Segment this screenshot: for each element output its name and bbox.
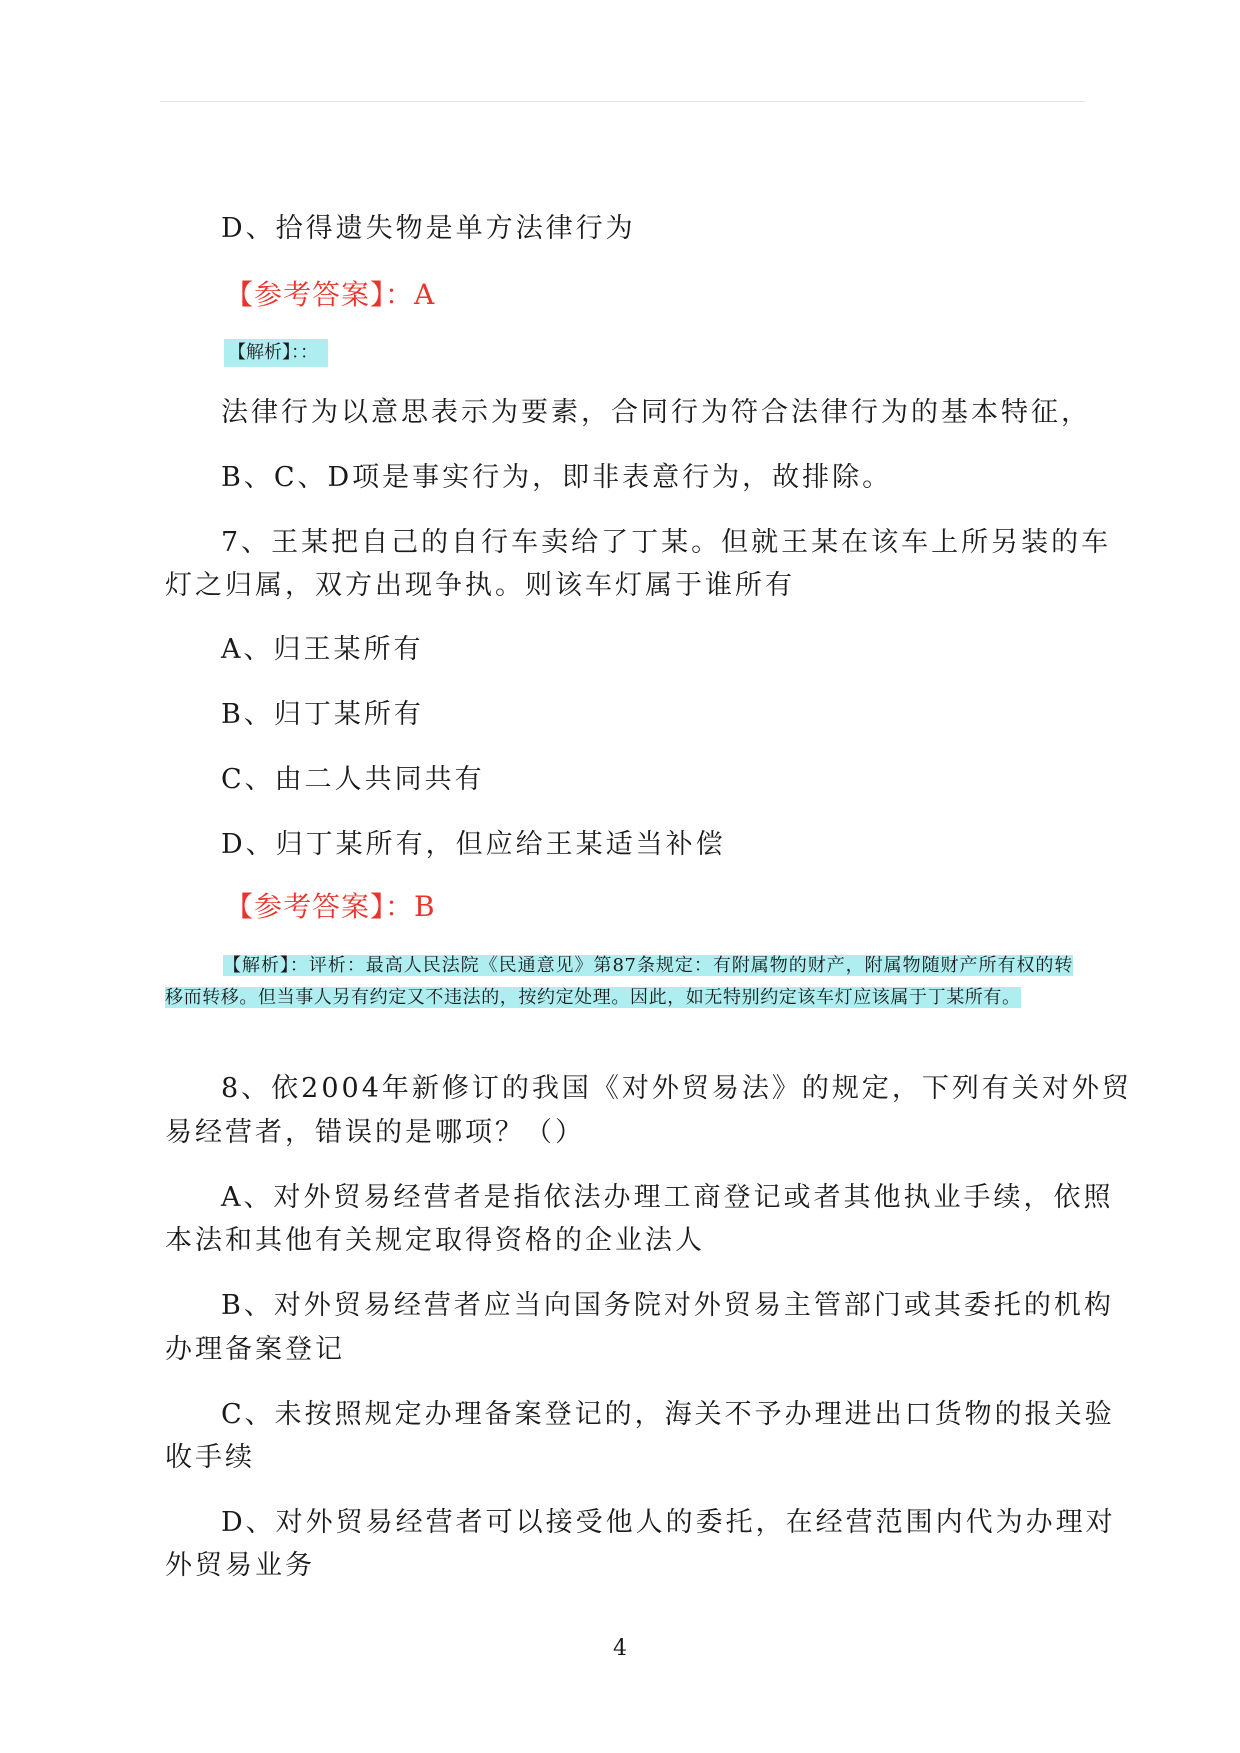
q7-option-d: D、归丁某所有，但应给王某适当补偿 [221,829,726,860]
q8-option-c-line-2: 收手续 [165,1442,255,1473]
q7-stem-line-1: 7、王某把自己的自行车卖给了丁某。但就王某在该车上所另装的车 [221,527,1112,558]
q7-stem-line-2: 灯之归属，双方出现争执。则该车灯属于谁所有 [165,570,795,601]
q6-option-d: D、拾得遗失物是单方法律行为 [221,213,636,244]
q7-analysis [165,950,1073,1013]
q8-option-a-line-2: 本法和其他有关规定取得资格的企业法人 [165,1225,705,1256]
q7-answer-value: B [414,890,435,923]
q8-option-d-line-1: D、对外贸易经营者可以接受他人的委托，在经营范围内代为办理对 [221,1507,1116,1538]
q8-option-c-line-1: C、未按照规定办理备案登记的，海关不予办理进出口货物的报关验 [221,1399,1115,1430]
q7-answer [225,885,435,929]
q8-option-b-line-1: B、对外贸易经营者应当向国务院对外贸易主管部门或其委托的机构 [221,1290,1114,1321]
q6-answer [225,273,434,317]
q8-option-d-line-2: 外贸易业务 [165,1550,315,1581]
q7-option-c: C、由二人共同共有 [221,764,485,795]
q7-option-a: A、归王某所有 [221,634,424,665]
q6-explanation-line-1: 法律行为以意思表示为要素，合同行为符合法律行为的基本特征， [221,397,1091,428]
q6-explanation-line-2: B、C、D项是事实行为，即非表意行为，故排除。 [221,462,893,493]
header-rule [160,101,1085,102]
q6-answer-value: A [414,278,435,311]
q8-option-b-line-2: 办理备案登记 [165,1334,345,1365]
q8-stem-line-2: 易经营者，错误的是哪项？（） [165,1117,585,1148]
q7-answer-label: 【参考答案】： [225,890,415,923]
q6-answer-label: 【参考答案】： [225,278,415,311]
q8-option-a-line-1: A、对外贸易经营者是指依法办理工商登记或者其他执业手续，依照 [221,1182,1114,1213]
q6-analysis-label: 【解析】：： [224,339,328,367]
page-number: 4 [613,1636,627,1661]
q8-stem-line-1: 8、依2004年新修订的我国《对外贸易法》的规定，下列有关对外贸 [221,1073,1132,1104]
q7-option-b: B、归丁某所有 [221,699,424,730]
q7-analysis-text: 【解析】：评析：最高人民法院《民通意见》第87条规定：有附属物的财产，附属物随财产所有权的转移而转移。但当事人另有约定又不违法的，按约定处理。因此，如无特别约定该车灯应该属于丁某所有。 [165,955,1073,1008]
